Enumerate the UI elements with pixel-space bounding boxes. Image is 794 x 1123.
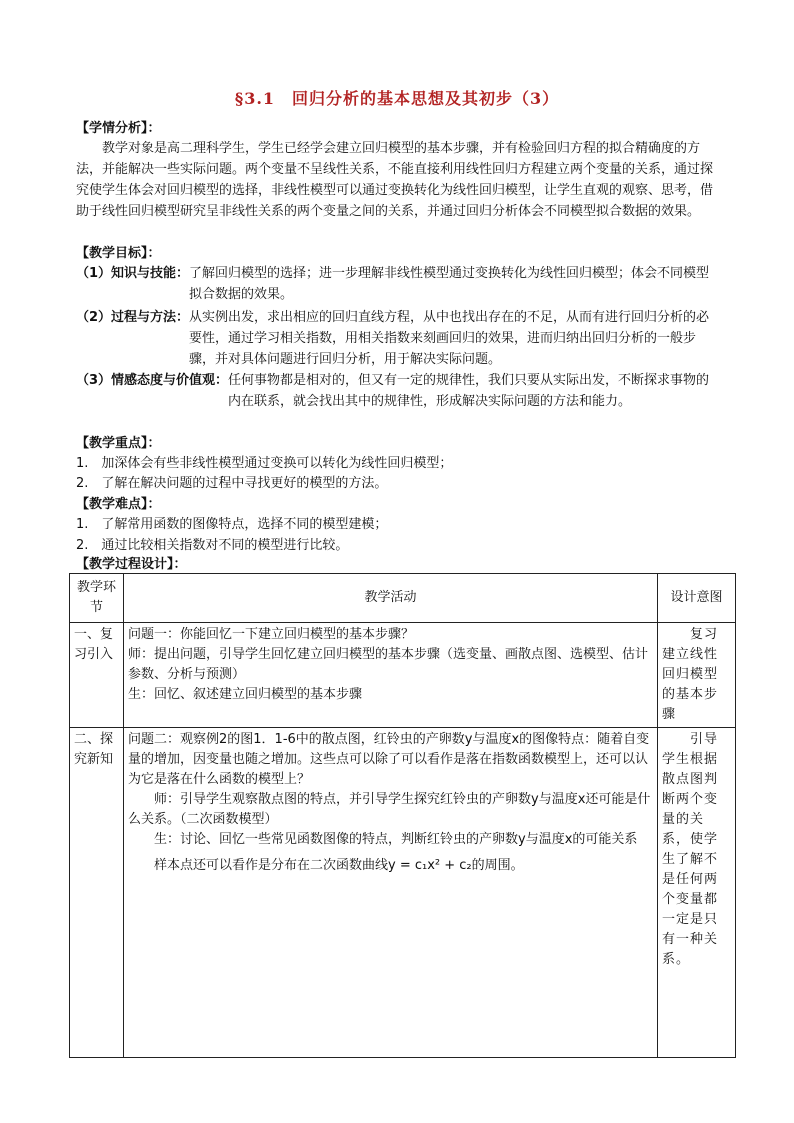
objective-item	[76, 307, 722, 370]
table-row	[70, 728, 736, 1058]
difficulty-item: 1. 了解常用函数的图像特点，选择不同的模型建模；	[76, 517, 388, 532]
page-title: §3.1 回归分析的基本思想及其初步（3）	[234, 89, 560, 108]
activity-line: 师：引导学生观察散点图的特点，并引导学生探究红铃虫的产卵数y与温度x还可能是什么关系。（二次函数模型）	[128, 792, 651, 827]
activity-line: 生：讨论、回忆一些常见函数图像的特点，判断红铃虫的产卵数y与温度x的可能关系	[154, 832, 638, 847]
objective-label: （1）知识与技能：	[76, 266, 190, 281]
activity-line: 样本点还可以看作是分布在二次函数曲线y = c₁x² + c₂的周围。	[154, 858, 524, 873]
table-header-row	[70, 574, 736, 623]
activity-line: 问题二：观察例2的图1．1-6中的散点图，红铃虫的产卵数y与温度x的图像特点：随着自变量的增加，因变量也随之增加。这些点可以除了可以看作是落在指数函数模型上，还可以认为它是落在什么函数的模型上？	[128, 732, 650, 787]
objective-item	[76, 263, 722, 305]
header-intent: 设计意图	[658, 574, 736, 623]
objective-item	[76, 370, 722, 412]
objective-text: 了解回归模型的选择；进一步理解非线性模型通过变换转化为线性回归模型；体会不同模型拟合数据的效果。	[189, 266, 710, 302]
learner-analysis-text: 教学对象是高二理科学生，学生已经学会建立回归模型的基本步骤，并有检验回归方程的拟合精确度的方法，并能解决一些实际问题。两个变量不呈线性关系，不能直接利用线性回归方程建立两个变量的关系，通过探究使学生体会对回归模型的选择，非线性模型可以通过变换转化为线性回归模型，让学生直观的观察、思考，借助于线性回归模型研究呈非线性关系的两个变量之间的关系，并通过回归分析体会不同模型拟合数据的效果。	[76, 141, 714, 219]
difficulties-heading: 【教学难点】：	[76, 497, 161, 512]
key-points-heading: 【教学重点】：	[76, 436, 161, 451]
activity-cell	[124, 728, 658, 1058]
objectives-heading: 【教学目标】：	[76, 246, 161, 261]
stage-cell: 一、复习引入	[70, 623, 124, 728]
objective-text: 任何事物都是相对的，但又有一定的规律性，我们只要从实际出发，不断探求事物的内在联系，就会找出其中的规律性，形成解决实际问题的方法和能力。	[228, 373, 710, 409]
key-point-item: 2. 了解在解决问题的过程中寻找更好的模型的方法。	[76, 476, 388, 491]
activity-line: 师：提出问题，引导学生回忆建立回归模型的基本步骤（选变量、画散点图、选模型、估计参数、分析与预测）	[128, 647, 649, 682]
header-stage: 教学环节	[70, 574, 124, 623]
activity-line: 问题一：你能回忆一下建立回归模型的基本步骤？	[128, 627, 415, 642]
difficulty-item: 2. 通过比较相关指数对不同的模型进行比较。	[76, 538, 349, 553]
activity-cell	[124, 623, 658, 728]
process-heading: 【教学过程设计】：	[76, 557, 187, 572]
objective-label: （3）情感态度与价值观：	[76, 373, 229, 388]
objective-text: 从实例出发，求出相应的回归直线方程，从中也找出存在的不足，从而有进行回归分析的必要性，通过学习相关指数，用相关指数来刻画回归的效果，进而归纳出回归分析的一般步骤，并对具体问题进行回归分析，用于解决实际问题。	[189, 310, 710, 367]
lesson-plan-table	[69, 573, 736, 1058]
activity-line: 生：回忆、叙述建立回归模型的基本步骤	[128, 687, 363, 702]
header-activity: 教学活动	[124, 574, 658, 623]
objective-label: （2）过程与方法：	[76, 310, 190, 325]
key-point-item: 1. 加深体会有些非线性模型通过变换可以转化为线性回归模型；	[76, 456, 453, 471]
intent-cell: 复习建立线性回归模型的基本步骤	[658, 623, 736, 728]
table-row	[70, 623, 736, 728]
learner-analysis-heading: 【学情分析】：	[76, 121, 161, 136]
intent-cell: 引导学生根据散点图判断两个变量的关系，使学生了解不是任何两个变量都一定是只有一种关系。	[658, 728, 736, 1058]
stage-cell: 二、探究新知	[70, 728, 124, 1058]
